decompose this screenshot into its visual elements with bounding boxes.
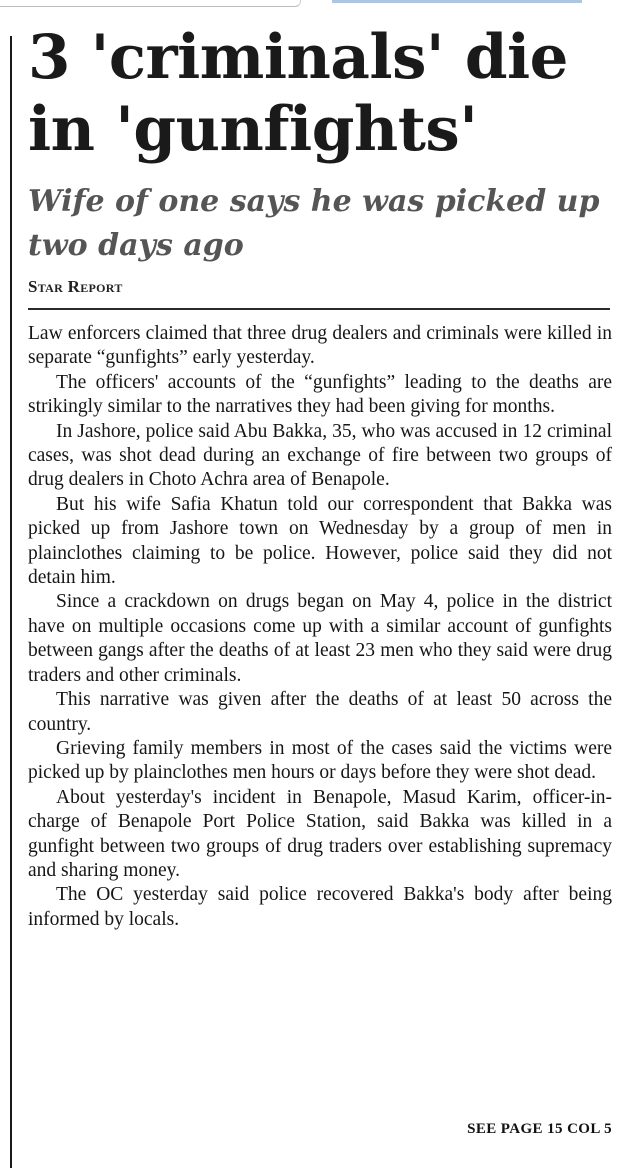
paragraph: In Jashore, police said Abu Bakka, 35, who was accused in 12 criminal cases, was shot dead during an exchange of fire between two groups of drug dealers in Choto Achra area of Benapole. — [28, 420, 612, 491]
paragraph: About yesterday's incident in Benapole, Masud Karim, officer-in-charge of Benapole Port Police Station, said Bakka was killed in a gunfight between two groups of drug traders over establishing supremacy and sharing money. — [28, 786, 612, 881]
adjacent-article-edge — [0, 0, 301, 7]
top-color-rule — [332, 0, 582, 3]
deck-subheadline: Wife of one says he was picked up two days ago — [28, 184, 600, 263]
continuation-jump-line: SEE PAGE 15 COL 5 — [467, 1121, 612, 1137]
paragraph: Law enforcers claimed that three drug dealers and criminals were killed in separate “gunfights” early yesterday. — [28, 323, 612, 369]
article-body — [28, 322, 612, 932]
column-rule — [10, 36, 12, 1168]
paragraph: Since a crackdown on drugs began on May 4, police in the district have on multiple occasions come up with a similar account of gunfights between gangs after the deaths of at least 23 men who they said were drug traders and other criminals. — [28, 591, 612, 686]
byline: Star Report — [28, 277, 123, 296]
paragraph: The OC yesterday said police recovered Bakka's body after being informed by locals. — [28, 884, 612, 930]
paragraph: But his wife Safia Khatun told our correspondent that Bakka was picked up from Jashore town on Wednesday by a group of men in plainclothes claiming to be police. However, police said they did not detain him. — [28, 493, 612, 589]
headline: 3 'criminals' die in 'gunfights' — [28, 22, 568, 165]
paragraph: This narrative was given after the deaths of at least 50 across the country. — [28, 689, 612, 735]
byline-divider — [28, 308, 610, 310]
news-article — [28, 22, 614, 932]
paragraph: The officers' accounts of the “gunfights” leading to the deaths are strikingly similar to the narratives they had been giving for months. — [28, 371, 612, 418]
paragraph: Grieving family members in most of the cases said the victims were picked up by plainclothes men hours or days before they were shot dead. — [28, 737, 612, 784]
